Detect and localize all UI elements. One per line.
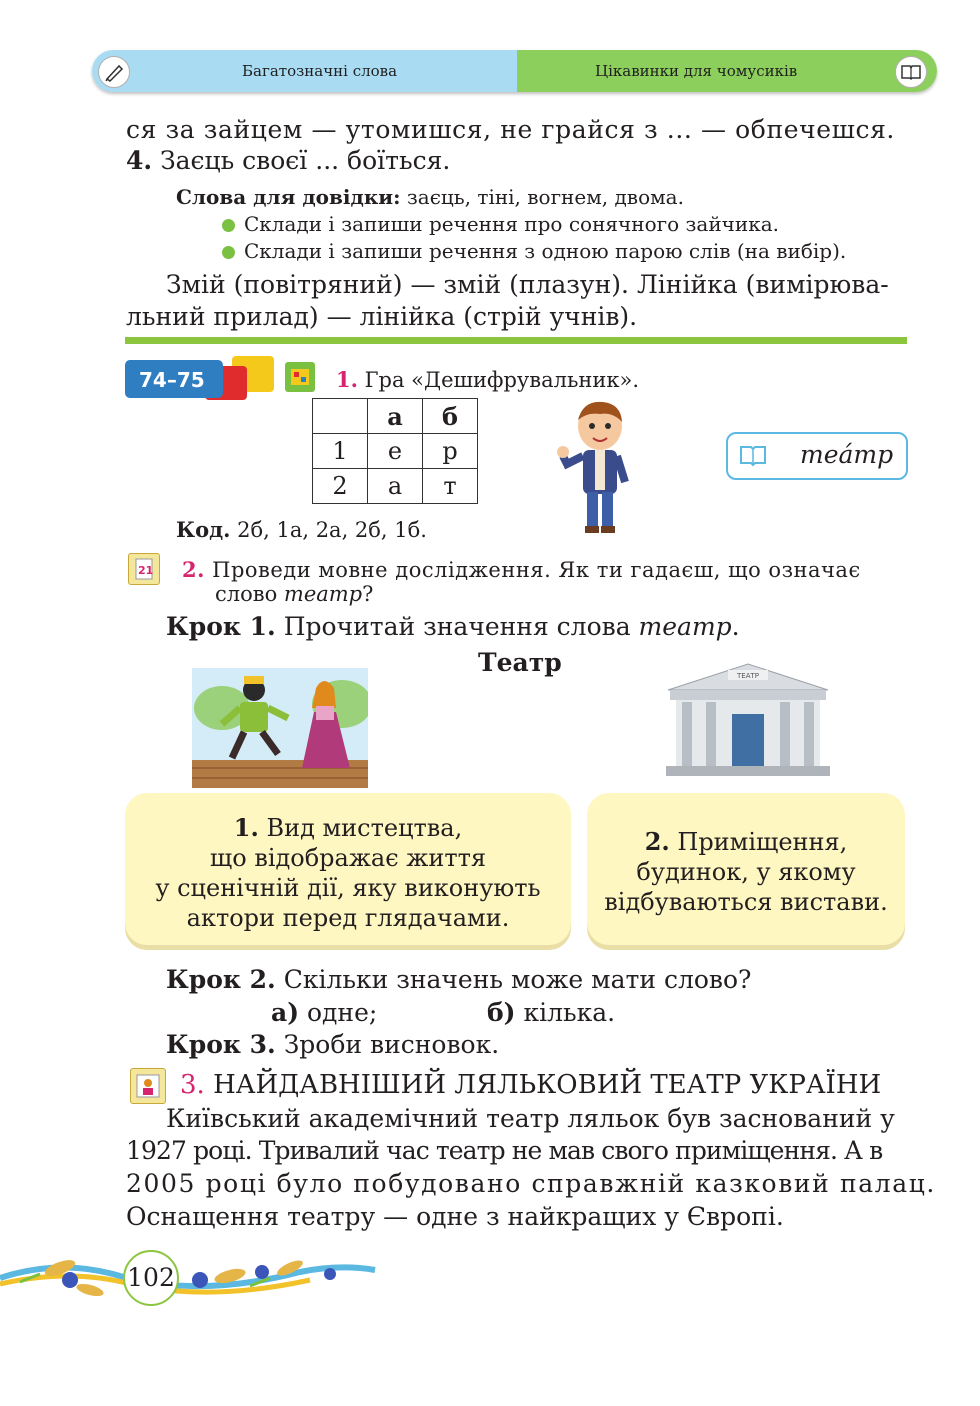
task-title: Гра «Дешифрувальник». <box>364 368 640 392</box>
definition-number: 1. <box>233 813 259 842</box>
table-cell: 2 <box>313 469 368 504</box>
task-title: НАЙДАВНІШИЙ ЛЯЛЬКОВИЙ ТЕАТР УКРАЇНИ <box>213 1070 882 1100</box>
text-line: льний прилад) — лінійка (стрій учнів). <box>126 302 638 331</box>
code-value: 2б, 1а, 2а, 2б, 1б. <box>237 518 427 542</box>
definition-text: відбуваються вистави. <box>604 888 888 916</box>
svg-text:21: 21 <box>138 564 154 577</box>
hint-label: Слова для довідки: <box>176 185 401 209</box>
floral-ornament <box>0 1238 380 1318</box>
italic-word: театр <box>283 582 363 606</box>
option-label: а) <box>271 998 300 1027</box>
code-label: Код. <box>176 517 231 542</box>
page-header <box>92 50 937 92</box>
paragraph-line: 2005 році було побудовано справжній казковий палац. <box>126 1169 936 1198</box>
page-number: 102 <box>123 1250 179 1306</box>
step-3 <box>166 1030 499 1059</box>
task-number: 3. <box>180 1070 205 1100</box>
definition-heading: Театр <box>478 648 562 677</box>
definition-line <box>587 793 905 857</box>
task-text: Проведи мовне дослідження. Як ти гадаєш, що означає <box>212 558 861 582</box>
task-text: слово <box>215 582 278 606</box>
paragraph-line: Київський академічний театр ляльок був заснований у <box>166 1104 895 1133</box>
definition-text: актори перед глядачами. <box>186 904 510 932</box>
table-cell: 1 <box>313 434 368 469</box>
definition-card-1 <box>125 793 571 945</box>
step-text: Прочитай значення слова <box>283 612 631 641</box>
building-sign: ТЕАТР <box>737 672 759 680</box>
text-line: Змій (повітряний) — змій (плазун). Лінійка (вимірюва- <box>166 270 889 299</box>
section-divider <box>125 337 907 344</box>
step-label: Крок 1. <box>166 612 276 641</box>
header-right-section <box>517 50 937 92</box>
punctuation: ? <box>362 582 374 606</box>
option-label: б) <box>487 998 516 1027</box>
item-text: Заєць своєї ... боїться. <box>160 146 451 175</box>
table-header-cell: б <box>423 399 478 434</box>
task-3-title <box>180 1070 881 1100</box>
header-left-title: Багатозначні слова <box>242 62 398 80</box>
option-text: одне; <box>306 998 378 1027</box>
lesson-number-badge <box>125 360 223 398</box>
bullet-task: Склади і запиши речення про сонячного зайчика. <box>244 212 779 236</box>
definition-text: що відображає життя <box>209 844 487 872</box>
research-task-icon <box>128 553 160 585</box>
task-number: 1. <box>336 367 358 392</box>
table-cell <box>313 399 368 434</box>
task-1-title <box>336 367 639 392</box>
table-cell: р <box>423 434 478 469</box>
step-1 <box>166 612 740 641</box>
code-line <box>176 517 427 542</box>
dictionary-word: теа́тр <box>800 440 894 469</box>
step-label: Крок 2. <box>166 965 276 994</box>
table-cell: е <box>368 434 423 469</box>
table-row <box>313 469 478 504</box>
step-text: Скільки значень може мати слово? <box>283 965 752 994</box>
table-cell: а <box>368 469 423 504</box>
table-row <box>313 434 478 469</box>
hint-words <box>176 185 684 209</box>
hint-words-list: заєць, тіні, вогнем, двома. <box>406 185 684 209</box>
option-text: кілька. <box>523 998 616 1027</box>
book-icon <box>895 56 927 88</box>
exercise-item-4 <box>126 146 450 175</box>
option-b <box>487 998 615 1027</box>
bullet-icon <box>222 219 235 232</box>
paragraph-line: Оснащення театру — одне з найкращих у Європі. <box>126 1202 784 1231</box>
definition-text: Вид мистецтва, <box>266 814 463 842</box>
task-2-line-2 <box>215 582 373 606</box>
option-a <box>271 998 377 1027</box>
punctuation: . <box>731 612 740 641</box>
theatre-actors-illustration <box>192 668 368 788</box>
task-number: 2. <box>182 557 205 582</box>
lesson-number: 74–75 <box>139 368 205 392</box>
table-header-row <box>313 399 478 434</box>
game-task-icon <box>285 362 315 392</box>
definition-number: 2. <box>644 827 670 856</box>
dictionary-book-icon <box>738 442 768 474</box>
definition-line <box>125 793 571 843</box>
dictionary-word-box <box>726 432 908 480</box>
step-2 <box>166 965 751 994</box>
definition-text: у сценічній дії, яку виконують <box>155 874 541 902</box>
italic-word: театр <box>638 612 732 641</box>
boy-illustration <box>555 398 645 538</box>
table-header-cell: а <box>368 399 423 434</box>
header-left-section <box>92 50 517 92</box>
definition-card-2 <box>587 793 905 945</box>
cipher-table <box>312 398 478 504</box>
bullet-task: Склади і запиши речення з одною парою слів (на вибір). <box>244 239 847 263</box>
text-line: ся за зайцем — утомишся, не грайся з ... — обпечешся. <box>126 115 895 144</box>
definition-text: Приміщення, <box>677 828 848 856</box>
bullet-icon <box>222 246 235 259</box>
header-right-title: Цікавинки для чомусиків <box>595 62 798 80</box>
task-2-line-1 <box>182 557 861 582</box>
item-number: 4. <box>126 146 153 175</box>
table-cell: т <box>423 469 478 504</box>
reading-task-icon <box>130 1068 166 1104</box>
theatre-building-illustration <box>662 660 834 780</box>
step-label: Крок 3. <box>166 1030 276 1059</box>
step-text: Зроби висновок. <box>283 1030 500 1059</box>
paragraph-line: 1927 році. Тривалий час театр не мав свого приміщення. А в <box>126 1136 883 1165</box>
pen-icon <box>98 56 130 88</box>
definition-text: будинок, у якому <box>636 858 856 886</box>
